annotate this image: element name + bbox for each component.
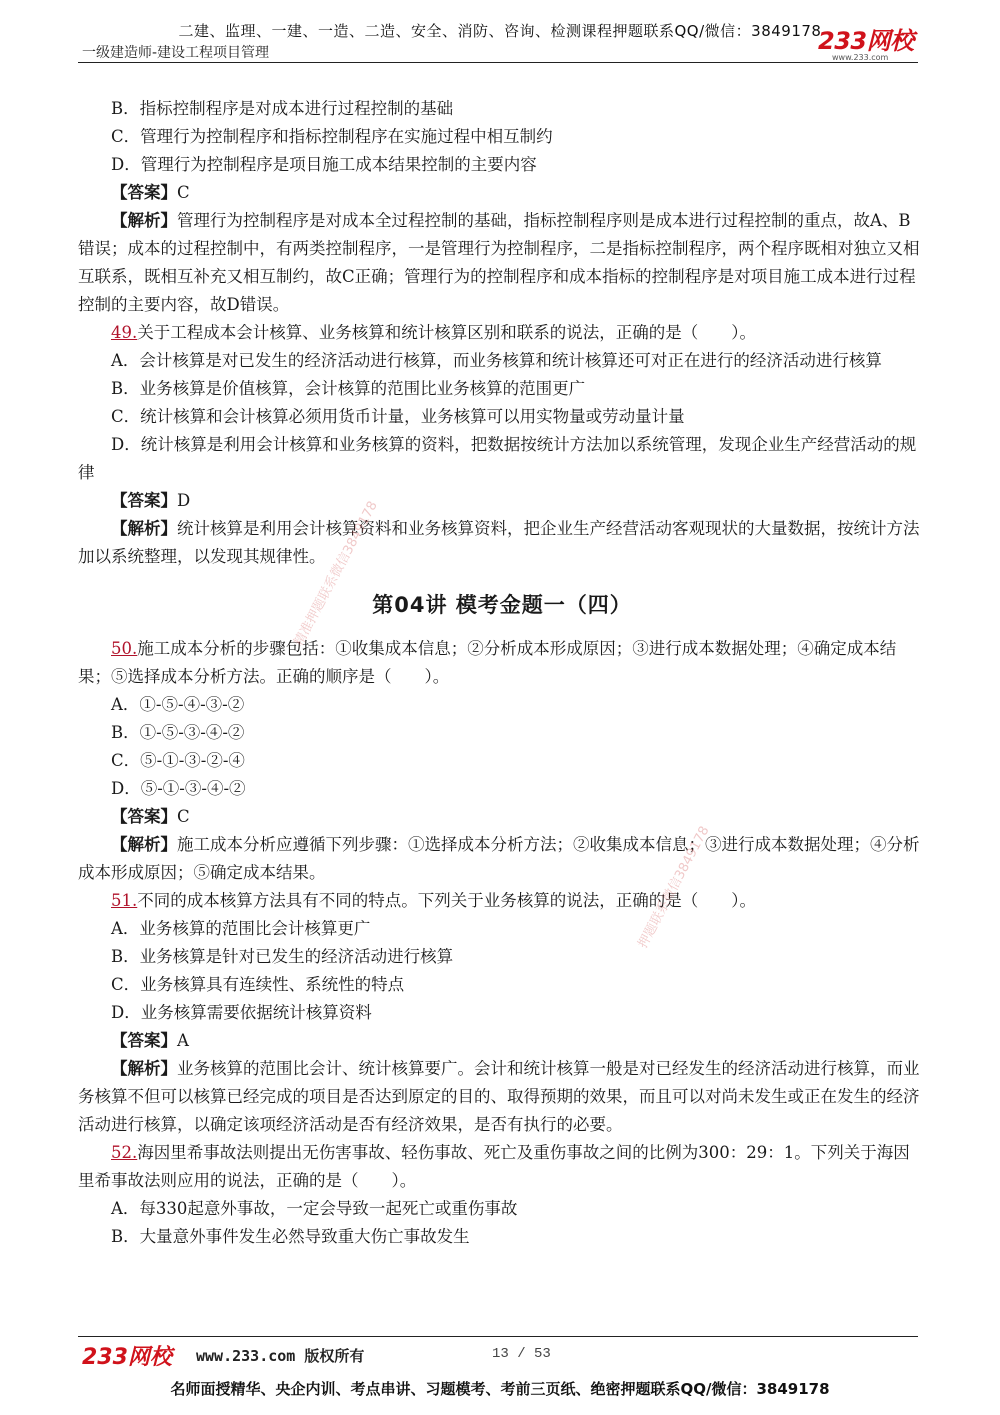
explanation-tag: 【解析】 [111,835,177,854]
watermark: 押题联系微信3849178 [635,823,713,951]
option-line: A．①-⑤-④-③-② [111,695,245,714]
header-promo: 二建、监理、一建、一造、二造、安全、消防、咨询、检测课程押题联系QQ/微信：3849178 [178,22,822,40]
document-body [78,95,926,1251]
section-title: 第04讲 模考金题一（四） [372,593,632,617]
explanation-paragraph [78,1055,926,1139]
option-line: C．管理行为控制程序和指标控制程序在实施过程中相互制约 [111,127,553,146]
question-49 [78,319,926,347]
answer-value: D [177,491,191,510]
option-line: D．统计核算是利用会计核算和业务核算的资料，把数据按统计方法加以系统管理，发现企业生产经营活动的规律 [78,435,917,482]
footer-logo: 233网校 [82,1345,172,1370]
option-line: C．⑤-①-③-②-④ [111,751,245,770]
explanation-text: 业务核算的范围比会计、统计核算要广。会计和统计核算一般是对已经发生的经济活动进行核算，而业务核算不但可以核算已经完成的项目是否达到原定的目的、取得预期的效果，而且可以对尚未发生或正在发生的经济活动进行核算，以确定该项经济活动是否有经济效果，是否有执行的必要。 [78,1059,920,1134]
question-text: 不同的成本核算方法具有不同的特点。下列关于业务核算的说法，正确的是（ ）。 [137,891,756,910]
header-subtitle: 一级建造师-建设工程项目管理 [82,45,270,61]
footer-copyright: www.233.com 版权所有 [196,1347,365,1365]
option-line: B．指标控制程序是对成本进行过程控制的基础 [111,99,454,118]
option-line: A．会计核算是对已发生的经济活动进行核算，而业务核算和统计核算还可对正在进行的经济活动进行核算 [111,351,882,370]
question-51 [78,887,926,915]
option-line: D．业务核算需要依据统计核算资料 [111,1003,372,1022]
answer-line [78,1027,926,1055]
page-number: 13 / 53 [492,1346,551,1362]
explanation-text: 管理行为控制程序是对成本全过程控制的基础，指标控制程序则是成本进行过程控制的重点，故A、B错误；成本的过程控制中，有两类控制程序，一是管理行为控制程序，二是指标控制程序，两个程序既相对独立又相互联系，既相互补充又相互制约，故C正确；管理行为的控制程序和成本指标的控制程序是对项目施工成本进行过程控制的主要内容，故D错误。 [78,211,920,314]
option-line: D．⑤-①-③-④-② [111,779,246,798]
question-number: 51. [111,891,138,910]
question-number: 50. [111,639,138,658]
option-line: B．①-⑤-③-④-② [111,723,245,742]
question-text: 关于工程成本会计核算、业务核算和统计核算区别和联系的说法，正确的是（ ）。 [137,323,756,342]
answer-value: C [177,183,190,202]
answer-tag: 【答案】 [111,183,177,202]
explanation-text: 统计核算是利用会计核算资料和业务核算资料，把企业生产经营活动客观现状的大量数据，按统计方法加以系统整理，以发现其规律性。 [78,519,920,566]
option-line: B．大量意外事件发生必然导致重大伤亡事故发生 [111,1227,470,1246]
option-line: C．业务核算具有连续性、系统性的特点 [111,975,405,994]
question-50 [78,635,926,691]
logo-url: www.233.com [832,53,889,62]
answer-value: C [177,807,190,826]
question-number: 49. [111,323,138,342]
explanation-text: 施工成本分析应遵循下列步骤：①选择成本分析方法；②收集成本信息；③进行成本数据处理；④分析成本形成原因；⑤确定成本结果。 [78,835,920,882]
option-line: C．统计核算和会计核算必须用货币计量，业务核算可以用实物量或劳动量计量 [111,407,685,426]
footer-divider [78,1336,918,1337]
logo [818,28,918,64]
footer-promo: 名师面授精华、央企内训、考点串讲、习题模考、考前三页纸、绝密押题联系QQ/微信：3849178 [170,1380,830,1398]
question-52 [78,1139,926,1195]
explanation-paragraph [78,515,926,571]
answer-line [78,803,926,831]
option-line: B．业务核算是针对已发生的经济活动进行核算 [111,947,454,966]
explanation-tag: 【解析】 [111,211,177,230]
explanation-tag: 【解析】 [111,519,177,538]
question-number: 52. [111,1143,138,1162]
answer-value: A [177,1031,189,1050]
watermark: 精准押题联系微信3849178 [291,498,381,649]
option-line: D．管理行为控制程序是项目施工成本结果控制的主要内容 [111,155,537,174]
option-line: A．业务核算的范围比会计核算更广 [111,919,371,938]
explanation-tag: 【解析】 [111,1059,177,1078]
answer-tag: 【答案】 [111,1031,177,1050]
answer-tag: 【答案】 [111,491,177,510]
answer-line [78,487,926,515]
explanation-paragraph [78,831,926,887]
answer-line [78,179,926,207]
explanation-paragraph [78,207,926,319]
option-line: A．每330起意外事故，一定会导致一起死亡或重伤事故 [111,1199,518,1218]
header-divider [78,62,918,63]
answer-tag: 【答案】 [111,807,177,826]
question-text: 海因里希事故法则提出无伤害事故、轻伤事故、死亡及重伤事故之间的比例为300：29：1。下列关于海因里希事故法则应用的说法，正确的是（ ）。 [78,1143,910,1190]
logo-text: 233网校 [818,27,914,55]
option-line: B．业务核算是价值核算，会计核算的范围比业务核算的范围更广 [111,379,586,398]
question-text: 施工成本分析的步骤包括：①收集成本信息；②分析成本形成原因；③进行成本数据处理；④确定成本结果；⑤选择成本分析方法。正确的顺序是（ ）。 [78,639,897,686]
